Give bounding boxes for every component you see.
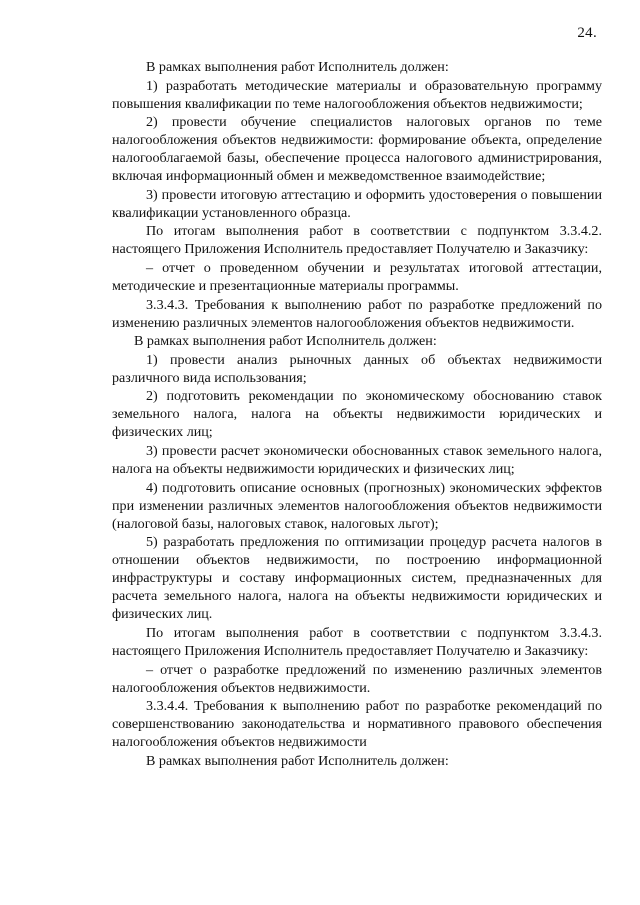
page-number: 24. — [577, 25, 597, 41]
document-body — [112, 58, 602, 770]
paragraph: В рамках выполнения работ Исполнитель должен: — [146, 752, 449, 769]
section-heading: 3.3.4.3. Требования к выполнению работ по разработке предложений по изменению различных элементов налогообложения объектов недвижимости. — [112, 296, 602, 331]
paragraph: В рамках выполнения работ Исполнитель должен: — [146, 59, 449, 75]
paragraph: 2) подготовить рекомендации по экономическому обоснованию ставок земельного налога, налога на объекты недвижимости юридических и физических лиц; — [112, 388, 602, 441]
paragraph: 1) провести анализ рыночных данных об объектах недвижимости различного вида использования; — [112, 351, 602, 386]
section-heading: 3.3.4.4. Требования к выполнению работ по разработке рекомендаций по совершенствованию законодательства и нормативного правового обеспечения налогообложения объектов недвижимости — [112, 698, 602, 751]
paragraph: 3) провести расчет экономически обоснованных ставок земельного налога, налога на объекты недвижимости юридических и физических лиц; — [112, 442, 602, 478]
paragraph: В рамках выполнения работ Исполнитель должен: — [134, 333, 437, 350]
paragraph: 5) разработать предложения по оптимизации процедур расчета налогов в отношении объектов недвижимости, по построению информационной инфраструктуры и составу информационных систем, предназначенных для расчета земельного налога, налога на объекты недвижимости юридических и физических лиц. — [112, 534, 602, 623]
paragraph: 3) провести итоговую аттестацию и оформить удостоверения о повышении квалификации установленного образца. — [112, 186, 602, 221]
paragraph: По итогам выполнения работ в соответствии с подпунктом 3.3.4.2. настоящего Приложения Исполнитель предоставляет Получателю и Заказчику: — [112, 223, 602, 258]
paragraph: – отчет о проведенном обучении и результатах итоговой аттестации, методические и презентационные материалы программы. — [112, 260, 602, 295]
paragraph: 4) подготовить описание основных (прогнозных) экономических эффектов при изменении различных элементов налогообложения объектов недвижимости (налоговой базы, налоговых ставок, налоговых льгот); — [112, 479, 602, 532]
paragraph: По итогам выполнения работ в соответствии с подпунктом 3.3.4.3. настоящего Приложения Исполнитель предоставляет Получателю и Заказчику: — [112, 624, 602, 659]
paragraph: 2) провести обучение специалистов налоговых органов по теме налогообложения объектов недвижимости: формирование объекта, определение налогооблагаемой базы, обеспечение процесса налогового администрирования, включая информационный обмен и межведомственное взаимодействие; — [112, 114, 602, 185]
paragraph: – отчет о разработке предложений по изменению различных элементов налогообложения объектов недвижимости. — [112, 661, 602, 696]
paragraph: 1) разработать методические материалы и образовательную программу повышения квалификации по теме налогообложения объектов недвижимости; — [112, 77, 602, 112]
